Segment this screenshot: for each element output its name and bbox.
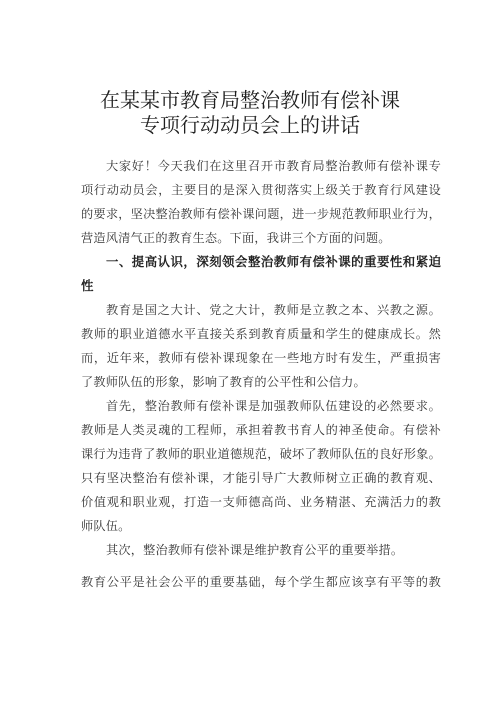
document-title-line-1: 在某某市教育局整治教师有偿补课 — [100, 88, 400, 112]
para-2-line-2: 教师是人类灵魂的工程师，承担着教书育人的神圣使命。有偿补 — [81, 423, 441, 437]
para-2-line-5: 价值观和职业观，打造一支师德高尚、业务精湛、充满活力的教 — [81, 495, 441, 509]
para-1-line-4: 了教师队伍的形象，影响了教育的公平性和公信力。 — [81, 375, 366, 389]
para-3-line-1: 其次，整治教师有偿补课是维护教育公平的重要举措。 — [106, 543, 404, 557]
section-1-heading-continued: 性 — [81, 278, 94, 293]
para-2-line-3: 课行为违背了教师的职业道德规范，破坏了教师队伍的良好形象。 — [81, 447, 441, 461]
intro-line-4: 营造风清气正的教育生态。下面，我讲三个方面的问题。 — [81, 231, 391, 245]
document-title-line-2: 专项行动动员会上的讲话 — [140, 113, 360, 137]
intro-line-3: 的要求，坚决整治教师有偿补课问题，进一步规范教师职业行为， — [81, 207, 441, 221]
para-2-line-1: 首先，整治教师有偿补课是加强教师队伍建设的必然要求。 — [106, 399, 441, 413]
para-1-line-3: 而，近年来，教师有偿补课现象在一些地方时有发生，严重损害 — [81, 351, 441, 365]
para-2-line-4: 只有坚决整治有偿补课，才能引导广大教师树立正确的教育观、 — [81, 471, 441, 485]
section-1-heading: 一、提高认识，深刻领会整治教师有偿补课的重要性和紧迫 — [106, 254, 441, 269]
para-2-line-6: 师队伍。 — [81, 519, 131, 533]
intro-line-2: 项行动动员会，主要目的是深入贯彻落实上级关于教育行风建设 — [81, 183, 441, 197]
para-4-line-1: 教育公平是社会公平的重要基础，每个学生都应该享有平等的教 — [81, 575, 441, 589]
intro-line-1: 大家好！今天我们在这里召开市教育局整治教师有偿补课专 — [106, 159, 441, 173]
para-1-line-1: 教育是国之大计、党之大计，教师是立教之本、兴教之源。 — [106, 303, 441, 317]
para-1-line-2: 教师的职业道德水平直接关系到教育质量和学生的健康成长。然 — [81, 327, 441, 341]
